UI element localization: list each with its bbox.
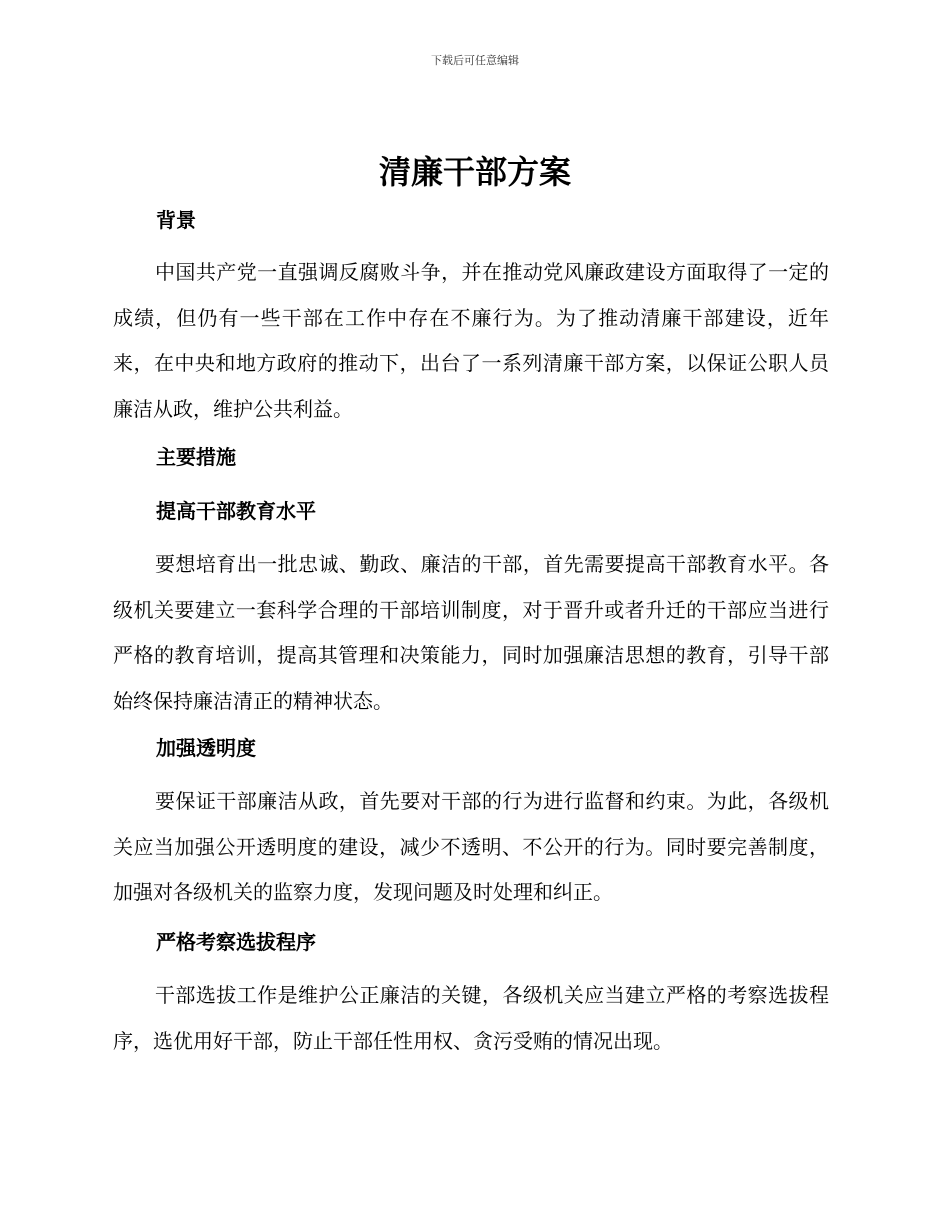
section-paragraph-selection: 干部选拔工作是维护公正廉洁的关键，各级机关应当建立严格的考察选拔程序，选优用好干部，防止干部任性用权、贪污受贿的情况出现。 [113,983,829,1053]
page-header-note: 下载后可任意编辑 [431,54,519,67]
section-paragraph-transparency: 要保证干部廉洁从政，首先要对干部的行为进行监督和约束。为此，各级机关应当加强公开透明度的建设，减少不透明、不公开的行为。同时要完善制度，加强对各级机关的监察力度，发现问题及时处理和纠正。 [113,789,829,905]
section-paragraph-education: 要想培育出一批忠诚、勤政、廉洁的干部，首先需要提高干部教育水平。各级机关要建立一套科学合理的干部培训制度，对于晋升或者升迁的干部应当进行严格的教育培训，提高其管理和决策能力，同时加强廉洁思想的教育，引导干部始终保持廉洁清正的精神状态。 [113,552,829,713]
section-heading-transparency: 加强透明度 [156,736,256,760]
section-heading-background: 背景 [156,208,196,232]
section-paragraph-background: 中国共产党一直强调反腐败斗争，并在推动党风廉政建设方面取得了一定的成绩，但仍有一些干部在工作中存在不廉行为。为了推动清廉干部建设，近年来，在中央和地方政府的推动下，出台了一系列清廉干部方案，以保证公职人员廉洁从政，维护公共利益。 [113,260,829,421]
section-heading-main-measures: 主要措施 [156,445,236,469]
document-title: 清廉干部方案 [378,153,571,191]
section-heading-education: 提高干部教育水平 [156,499,316,523]
section-heading-selection: 严格考察选拔程序 [156,930,316,954]
